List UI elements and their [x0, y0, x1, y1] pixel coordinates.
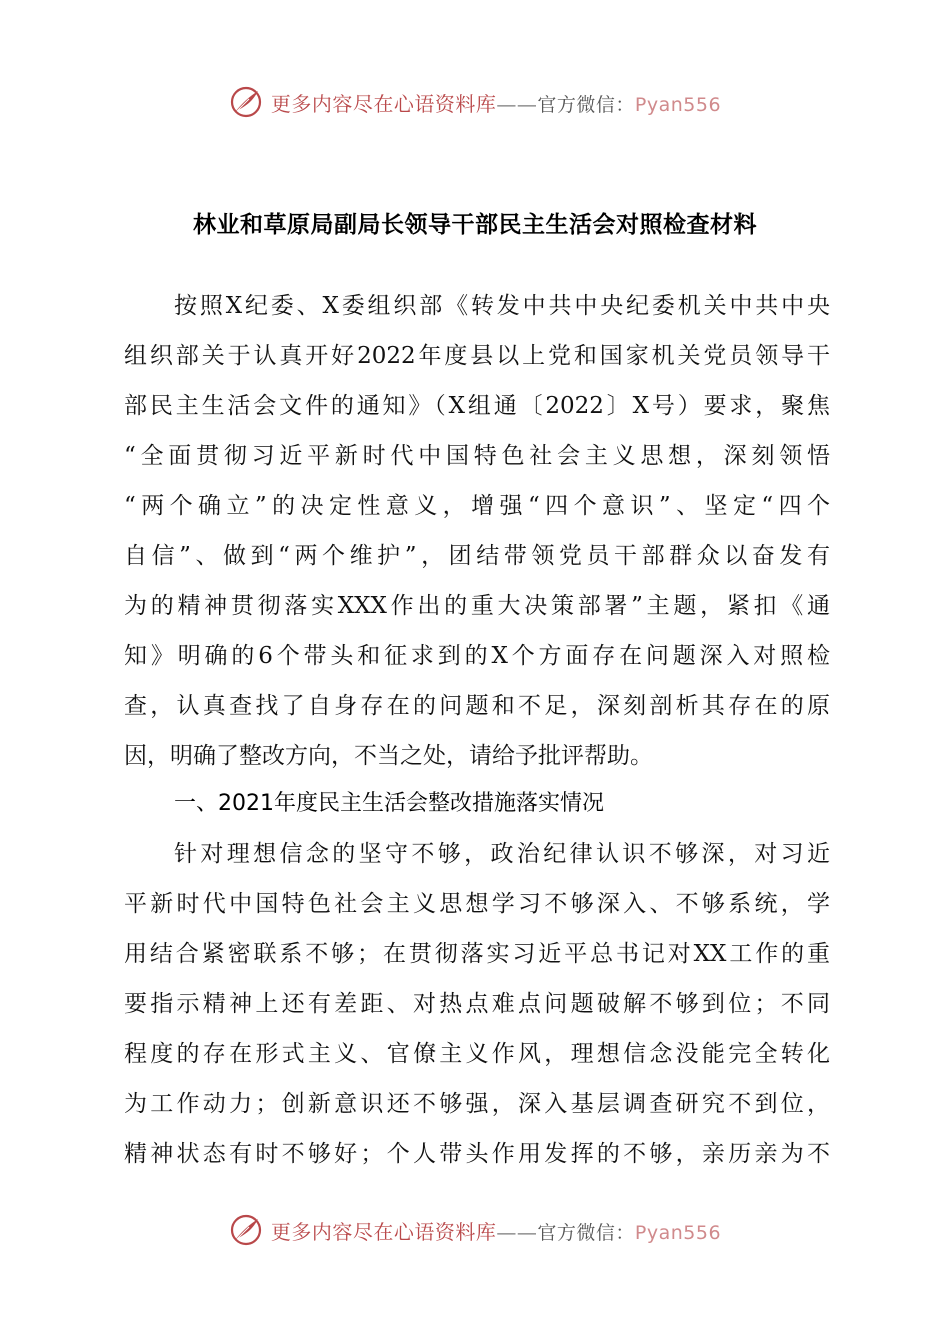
paragraph-line: 部民主生活会文件的通知》（X组通〔2022〕X号）要求，聚焦 — [124, 393, 830, 419]
banner-dash: —— — [496, 91, 538, 116]
intro-paragraph — [124, 281, 830, 781]
banner-wechat-label: 官方微信： — [537, 1221, 635, 1244]
banner-slogan: 更多内容尽在心语资料库 — [270, 91, 497, 116]
paragraph-line: 按照X纪委、X委组织部《转发中共中央纪委机关中共中央 — [174, 293, 830, 319]
paragraph-line: 为工作动力；创新意识还不够强，深入基层调查研究不到位， — [124, 1091, 830, 1117]
paragraph-line: 针对理想信念的坚守不够，政治纪律认识不够深，对习近 — [174, 841, 830, 867]
banner-wechat-id: Pyan556 — [634, 93, 722, 116]
footer-banner — [0, 1210, 950, 1250]
paragraph-line: 查，认真查找了自身存在的问题和不足，深刻剖析其存在的原 — [124, 693, 830, 719]
section-1-paragraph — [124, 829, 830, 1179]
paragraph-line: “两个确立”的决定性意义，增强“四个意识”、坚定“四个 — [124, 493, 830, 519]
quill-logo-icon — [229, 85, 263, 119]
banner-slogan: 更多内容尽在心语资料库 — [270, 1219, 497, 1244]
paragraph-line: 组织部关于认真开好2022年度县以上党和国家机关党员领导干 — [124, 343, 830, 369]
quill-logo-icon — [229, 1213, 263, 1247]
section-heading: 一、2021年度民主生活会整改措施落实情况 — [174, 791, 604, 816]
footer-banner-text — [271, 1216, 721, 1245]
section-1 — [124, 779, 830, 829]
paragraph-line: 要指示精神上还有差距、对热点难点问题破解不够到位；不同 — [124, 991, 830, 1017]
paragraph-line: 精神状态有时不够好；个人带头作用发挥的不够，亲历亲为不 — [124, 1141, 830, 1167]
paragraph-line: “全面贯彻习近平新时代中国特色社会主义思想，深刻领悟 — [124, 443, 830, 469]
header-banner — [0, 82, 950, 122]
banner-wechat-id: Pyan556 — [634, 1221, 722, 1244]
paragraph-line: 自信”、做到“两个维护”，团结带领党员干部群众以奋发有 — [124, 543, 830, 569]
paragraph-line: 为的精神贯彻落实XXX作出的重大决策部署”主题，紧扣《通 — [124, 593, 830, 619]
paragraph-line: 知》明确的6个带头和征求到的X个方面存在问题深入对照检 — [124, 643, 830, 669]
paragraph-line: 平新时代中国特色社会主义思想学习不够深入、不够系统，学 — [124, 891, 830, 917]
banner-wechat-label: 官方微信： — [537, 93, 635, 116]
header-banner-text — [271, 88, 721, 117]
banner-dash: —— — [496, 1219, 538, 1244]
paragraph-line: 因，明确了整改方向，不当之处，请给予批评帮助。 — [124, 743, 653, 769]
document-title: 林业和草原局副局长领导干部民主生活会对照检查材料 — [193, 212, 757, 238]
paragraph-line: 程度的存在形式主义、官僚主义作风，理想信念没能完全转化 — [124, 1041, 830, 1067]
paragraph-line: 用结合紧密联系不够；在贯彻落实习近平总书记对XX工作的重 — [124, 941, 830, 967]
